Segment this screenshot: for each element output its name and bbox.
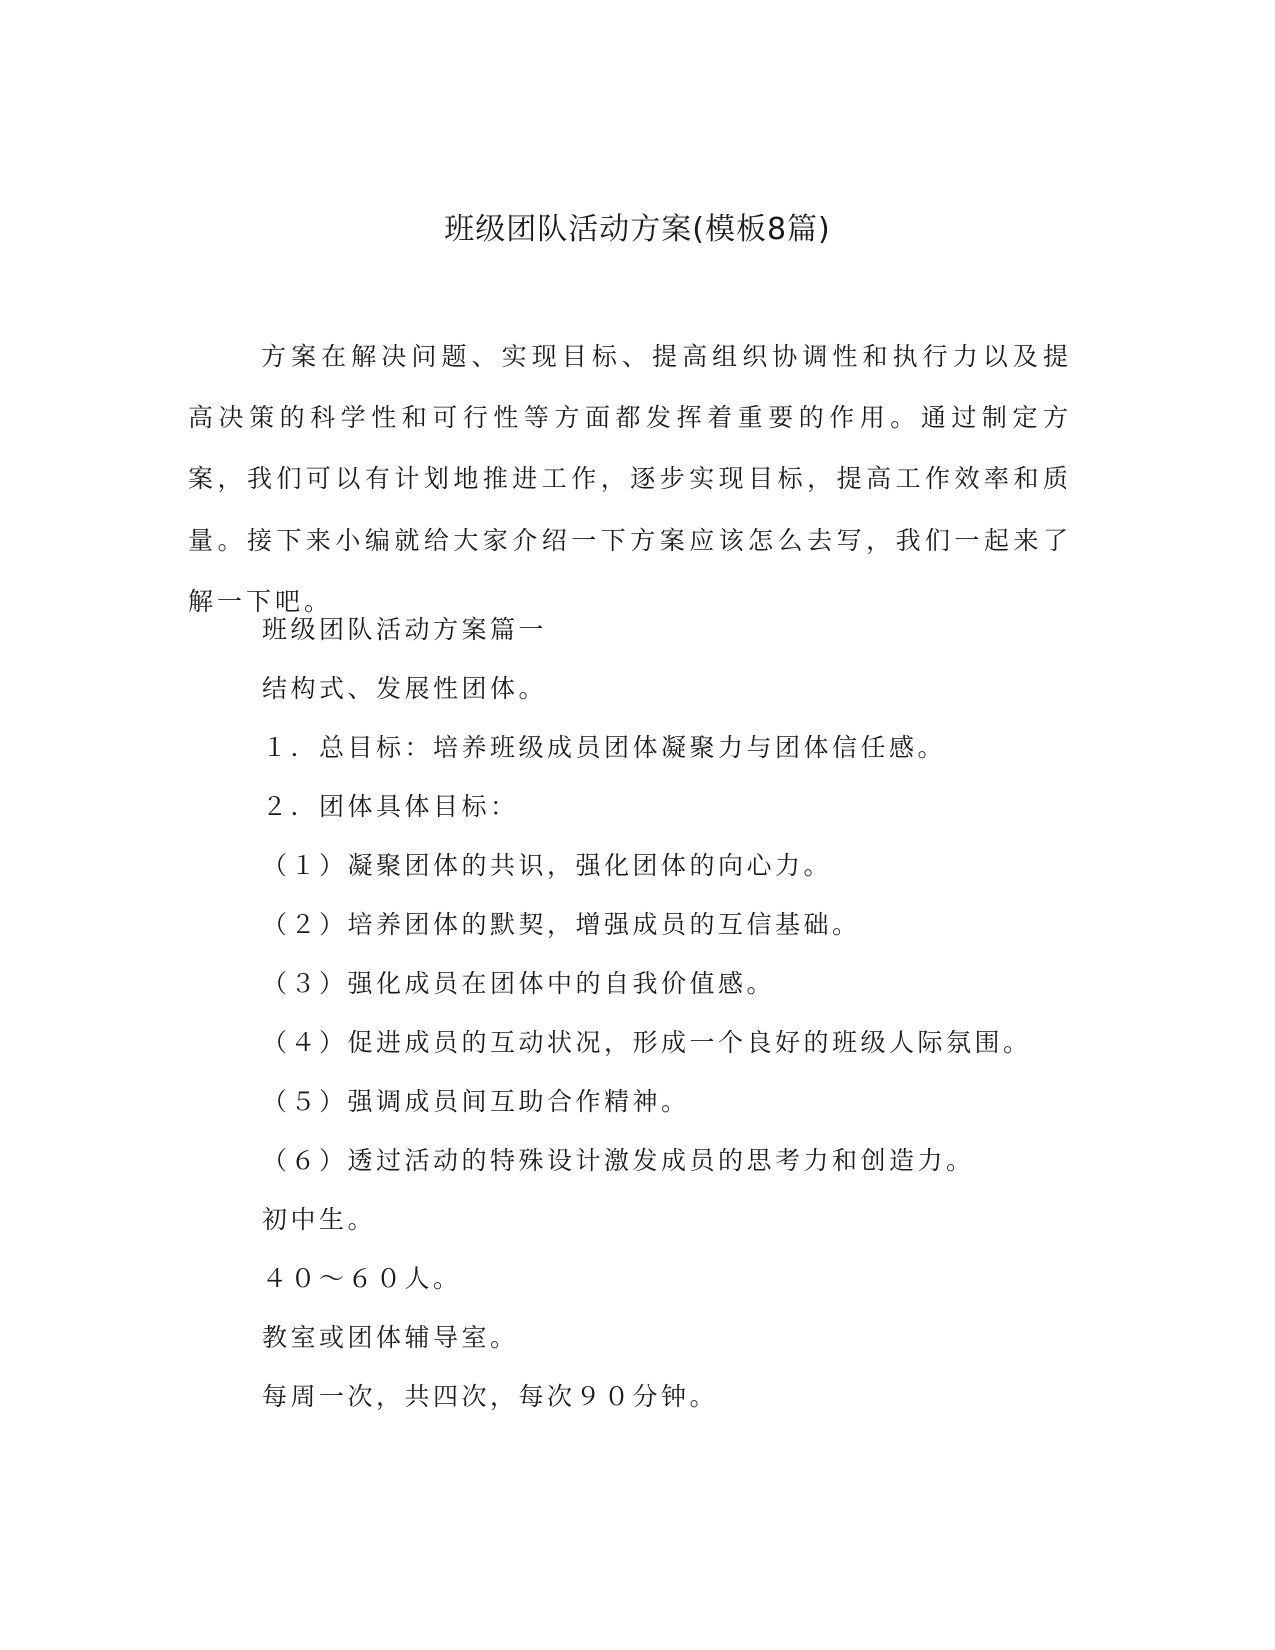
paragraph-line: １．总目标：培养班级成员团体凝聚力与团体信任感。 xyxy=(262,733,947,762)
paragraph-line: 初中生。 xyxy=(262,1205,377,1234)
paragraph-line: 每周一次，共四次，每次９０分钟。 xyxy=(262,1382,719,1411)
list-item: （３）强化成员在团体中的自我价值感。 xyxy=(262,969,776,998)
paragraph-line: ４０～６０人。 xyxy=(262,1264,462,1293)
paragraph-line: ２．团体具体目标： xyxy=(262,792,519,821)
list-item: （１）凝聚团体的共识，强化团体的向心力。 xyxy=(262,851,833,880)
paragraph-line: 教室或团体辅导室。 xyxy=(262,1323,519,1352)
document-title: 班级团队活动方案(模板8篇) xyxy=(444,212,831,247)
list-item: （２）培养团体的默契，增强成员的互信基础。 xyxy=(262,910,861,939)
list-item: （６）透过活动的特殊设计激发成员的思考力和创造力。 xyxy=(262,1146,975,1175)
list-item: （４）促进成员的互动状况，形成一个良好的班级人际氛围。 xyxy=(262,1028,1032,1057)
paragraph-line: 结构式、发展性团体。 xyxy=(262,674,548,703)
section-heading: 班级团队活动方案篇一 xyxy=(262,615,548,644)
list-item: （５）强调成员间互助合作精神。 xyxy=(262,1087,690,1116)
intro-paragraph: 方案在解决问题、实现目标、提高组织协调性和执行力以及提高决策的科学性和可行性等方面都发挥着重要的作用。通过制定方案，我们可以有计划地推进工作，逐步实现目标，提高工作效率和质量。接下来小编就给大家介绍一下方案应该怎么去写，我们一起来了解一下吧。 xyxy=(188,342,1072,616)
